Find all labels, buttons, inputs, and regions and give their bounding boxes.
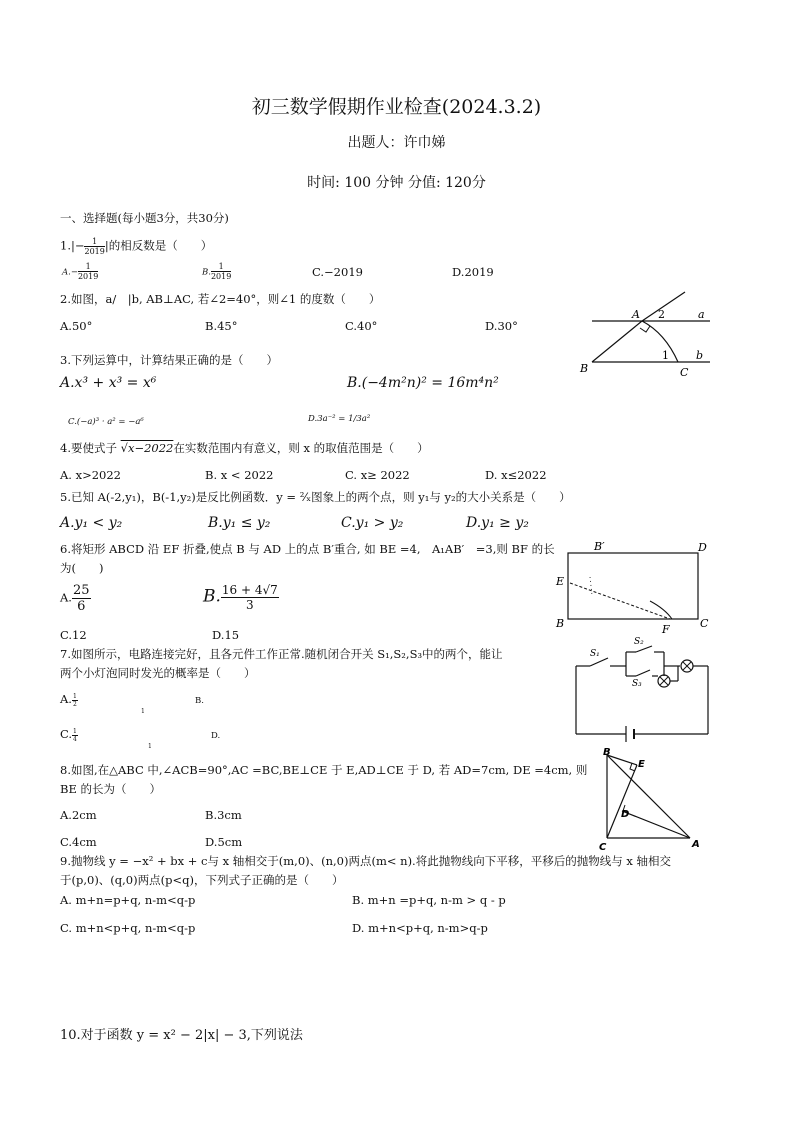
q5-option-c: C.y₁ > y₂ xyxy=(341,515,404,531)
question-5-stem: 5.已知 A(-2,y₁)，B(-1,y₂)是反比例函数．y = ²⁄ₓ图象上的两个点，则 y₁与 y₂的大小关系是（ ） xyxy=(60,490,571,504)
q2-option-c: C.40° xyxy=(345,319,378,333)
question-9-stem-line2: 于(p,0)、(q,0)两点(p<q)，下列式子正确的是（ ） xyxy=(60,873,344,887)
question-10-stem: 10.对于函数 y = x² − 2|x| − 3,下列说法 xyxy=(60,1028,303,1043)
q8-option-d: D.5cm xyxy=(205,835,243,849)
q5-option-d: D.y₁ ≥ y₂ xyxy=(466,515,529,531)
q8-option-c: C.4cm xyxy=(60,835,97,849)
q4-option-a: A. x>2022 xyxy=(60,468,122,482)
q8-option-b: B.3cm xyxy=(205,808,242,822)
q6-figure xyxy=(550,535,715,635)
q2-label-b: b xyxy=(696,349,704,362)
q1-option-c: C.−2019 xyxy=(312,265,363,279)
q8-figure xyxy=(595,745,705,853)
q6-label-Bp: B′ xyxy=(594,540,605,553)
q9-option-b: B. m+n =p+q, n-m > q - p xyxy=(352,893,506,907)
question-8-stem-line2: BE 的长为（ ） xyxy=(60,782,162,796)
q7-label-s1: S₁ xyxy=(590,649,600,659)
q8-label-A: A xyxy=(692,839,700,850)
q7-option-d-note: 1 xyxy=(148,743,152,750)
q9-option-a: A. m+n=p+q, n-m<q-p xyxy=(60,893,196,907)
q9-option-d: D. m+n<p+q, n-m>q-p xyxy=(352,921,488,935)
question-8-stem-line1: 8.如图,在△ABC 中,∠ACB=90°,AC =BC,BE⊥CE 于 E,AD⊥CE 于 D, 若 AD=7cm, DE =4cm, 则 xyxy=(60,763,588,777)
q3-option-d: D.3a⁻² = 1/3a² xyxy=(308,414,371,424)
q6-option-a: A. $\frac{25}{6}$ xyxy=(60,583,90,614)
q9-option-c: C. m+n<p+q, n-m<q-p xyxy=(60,921,196,935)
q2-label-B: B xyxy=(580,362,589,375)
q4-option-b: B. x < 2022 xyxy=(205,468,274,482)
q6-label-E: E xyxy=(556,575,565,588)
q8-label-D: D xyxy=(621,809,630,820)
q6-option-b: B. $\frac{16 + 4√7}{3}$ xyxy=(203,583,278,612)
q7-label-s2: S₂ xyxy=(634,637,644,647)
q7-option-b-note: 1 xyxy=(141,708,145,715)
q2-label-a: a xyxy=(698,308,705,321)
q3-option-a: A.x³ + x³ = x⁶ xyxy=(60,375,157,391)
q1-option-d: D.2019 xyxy=(452,265,494,279)
question-4-stem: 4.要使式子 √x−2022在实数范围内有意义，则 x 的取值范围是（ ） xyxy=(60,441,429,455)
q8-label-C: C xyxy=(599,842,607,853)
question-6-stem-line2: 为( ) xyxy=(60,561,104,575)
q2-label-1: 1 xyxy=(662,349,669,362)
q4-option-d: D. x≤2022 xyxy=(485,468,547,482)
q6-option-c: C.12 xyxy=(60,628,87,642)
question-1-stem: 1.|− $\frac{1}{2019}$ |的相反数是（ ） xyxy=(60,237,213,256)
q5-option-a: A.y₁ < y₂ xyxy=(60,515,123,531)
q8-label-B: B xyxy=(603,747,611,758)
author-line: 出题人：许巾娣 xyxy=(347,135,446,151)
q1-option-b: B. $\frac{1}{2019}$ xyxy=(202,262,232,281)
question-6-stem-line1: 6.将矩形 ABCD 沿 EF 折叠,使点 B 与 AD 上的点 B′重合, 如 BE =4, A₁AB′ =3,则 BF 的长 xyxy=(60,542,555,556)
q6-label-D: D xyxy=(698,541,707,554)
q2-label-A: A xyxy=(632,308,640,321)
q6-option-d: D.15 xyxy=(212,628,240,642)
page-title: 初三数学假期作业检查(2024.3.2) xyxy=(251,96,542,118)
q2-option-b: B.45° xyxy=(205,319,238,333)
q6-label-B: B xyxy=(556,617,565,630)
q7-option-c: C. $\frac{1}{4}$ xyxy=(60,727,77,743)
q7-option-a: A. $\frac{1}{2}$ xyxy=(60,692,77,708)
q2-figure xyxy=(570,288,720,378)
q6-label-F: F xyxy=(662,623,670,635)
question-7-stem-line2: 两个小灯泡同时发光的概率是（ ） xyxy=(60,666,256,680)
question-2-stem: 2.如图，a/ |b, AB⊥AC, 若∠2=40°，则∠1 的度数（ ） xyxy=(60,292,381,306)
question-3-stem: 3.下列运算中，计算结果正确的是（ ） xyxy=(60,353,278,367)
exam-info: 时间: 100 分钟 分值: 120分 xyxy=(307,175,486,191)
q7-option-d: D. xyxy=(211,731,221,741)
q7-option-b: B. xyxy=(195,696,204,706)
question-9-stem-line1: 9.抛物线 y = −x² + bx + c与 x 轴相交于(m,0)、(n,0)两点(m< n).将此抛物线向下平移，平移后的抛物线与 x 轴相交 xyxy=(60,854,672,868)
q2-label-C: C xyxy=(680,366,689,378)
q4-option-c: C. x≥ 2022 xyxy=(345,468,410,482)
q2-label-2: 2 xyxy=(658,308,665,321)
q6-label-C: C xyxy=(700,617,709,630)
q7-circuit-figure xyxy=(568,636,718,748)
q3-option-b: B.(−4m²n)² = 16m⁴n² xyxy=(347,375,499,391)
q2-option-a: A.50° xyxy=(60,319,93,333)
section-heading: 一、选择题(每小题3分，共30分) xyxy=(60,211,229,225)
q2-option-d: D.30° xyxy=(485,319,518,333)
q1-option-a: A.− $\frac{1}{2019}$ xyxy=(62,262,99,281)
q5-option-b: B.y₁ ≤ y₂ xyxy=(208,515,271,531)
q8-option-a: A.2cm xyxy=(60,808,97,822)
q3-option-c: C.(−a)³ · a² = −a⁶ xyxy=(68,417,144,427)
question-7-stem-line1: 7.如图所示，电路连接完好，且各元件工作正常.随机闭合开关 S₁,S₂,S₃中的两个，能让 xyxy=(60,647,503,661)
q7-label-s3: S₃ xyxy=(632,679,642,689)
q8-label-E: E xyxy=(638,759,645,770)
